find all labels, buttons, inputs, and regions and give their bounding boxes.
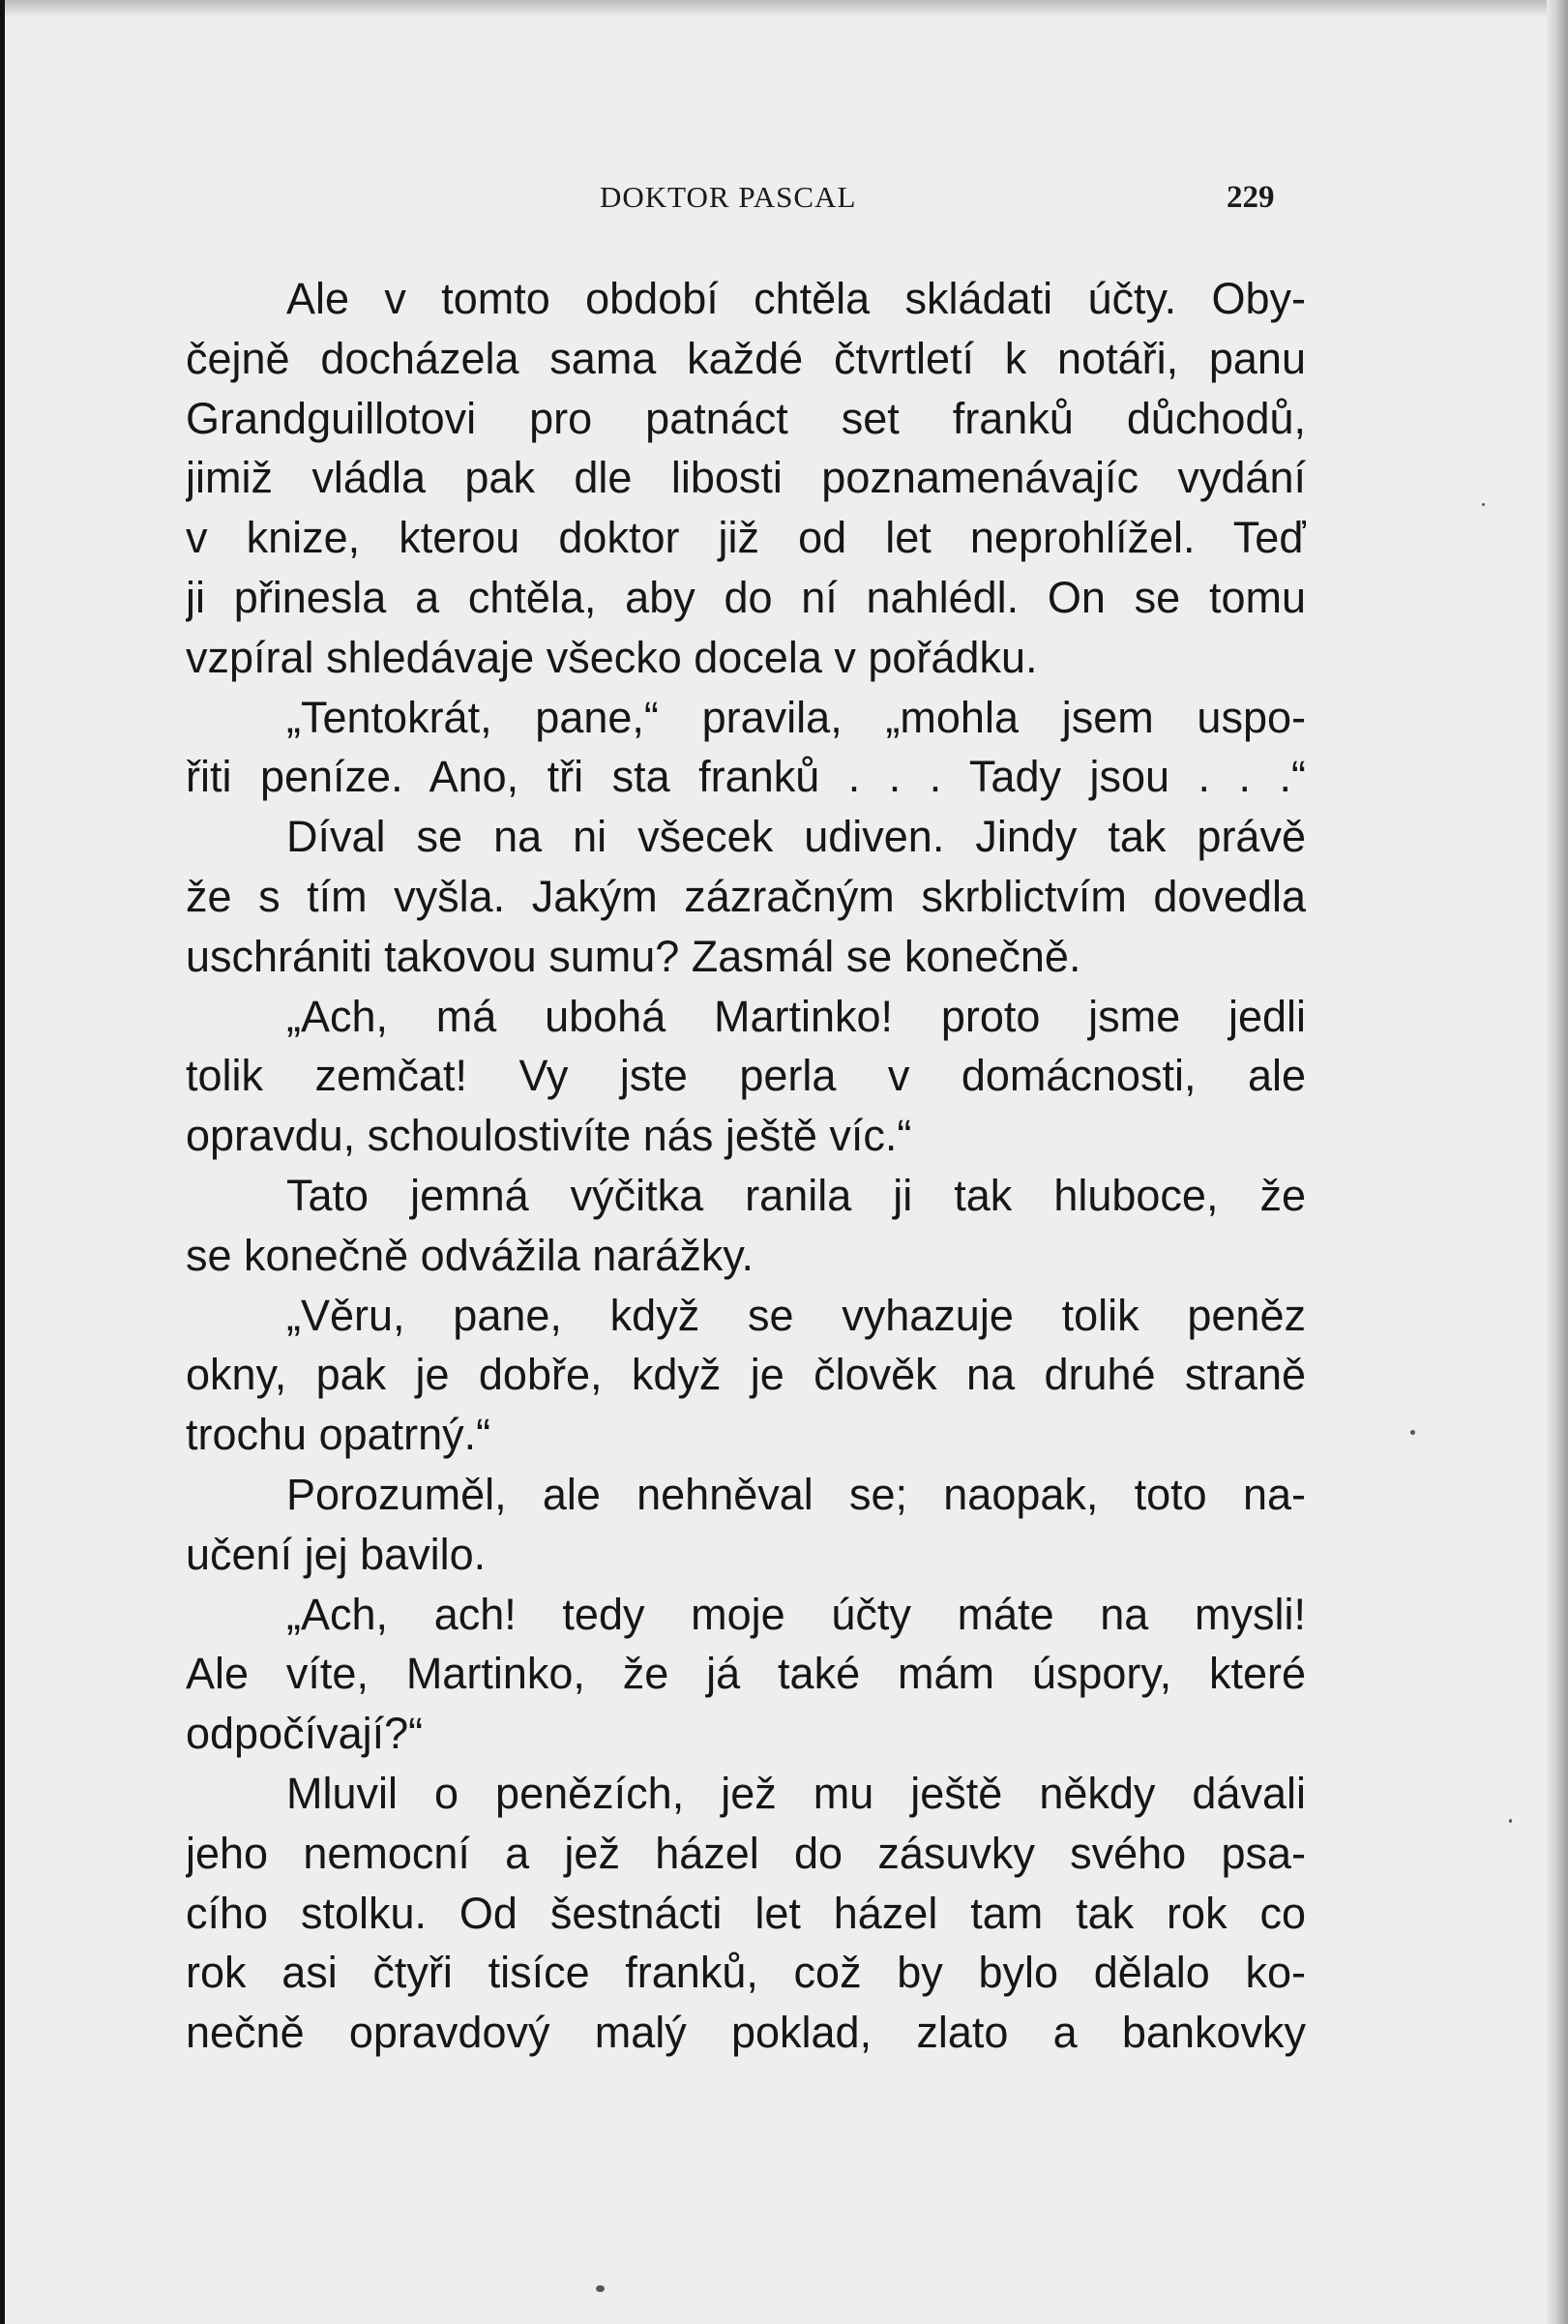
text-line: Ale v tomto období chtěla skládati účty. Oby- — [286, 274, 1306, 323]
running-head — [0, 180, 1568, 219]
text-line: Tato jemná výčitka ranila ji tak hluboce, že — [286, 1170, 1306, 1220]
text-line: jeho nemocní a jež házel do zásuvky svého psa- — [186, 1828, 1306, 1878]
text-line: „Ach, má ubohá Martinko! proto jsme jedli — [286, 991, 1306, 1041]
text-line: opravdu, schoulostivíte nás ještě víc.“ — [186, 1111, 912, 1161]
text-line: ji přinesla a chtěla, aby do ní nahlédl. On se tomu — [186, 572, 1306, 622]
text-line: Ale víte, Martinko, že já také mám úspory, které — [186, 1649, 1306, 1699]
text-line: tolik zemčat! Vy jste perla v domácnosti, ale — [186, 1051, 1306, 1101]
text-line: vzpíral shledávaje všecko docela v pořádku. — [186, 632, 1038, 682]
text-line: rok asi čtyři tisíce franků, což by bylo dělalo ko- — [186, 1948, 1306, 1998]
scan-speck — [1482, 503, 1485, 506]
text-line: nečně opravdový malý poklad, zlato a bankovky — [186, 2008, 1306, 2058]
text-line: Mluvil o penězích, jež mu ještě někdy dávali — [286, 1768, 1306, 1818]
running-head-title: DOKTOR PASCAL — [600, 180, 857, 214]
page-number: 229 — [1227, 180, 1275, 215]
text-line: „Věru, pane, když se vyhazuje tolik peněz — [286, 1290, 1306, 1340]
text-line: okny, pak je dobře, když je člověk na druhé straně — [186, 1350, 1306, 1400]
scan-speck — [1410, 1430, 1415, 1435]
text-line: v knize, kterou doktor již od let neprohlížel. Teď — [186, 513, 1306, 563]
page-top-shadow — [0, 0, 1568, 17]
text-line: „Ach, ach! tedy moje účty máte na mysli! — [286, 1589, 1306, 1639]
text-line: uschrániti takovou sumu? Zasmál se konečně. — [186, 931, 1081, 981]
text-line: učení jej bavilo. — [186, 1529, 487, 1579]
text-line: cího stolku. Od šestnácti let házel tam tak rok co — [186, 1888, 1306, 1938]
text-line: odpočívají?“ — [186, 1709, 424, 1759]
text-line: řiti peníze. Ano, tři sta franků . . . Tady jsou . . .“ — [186, 752, 1306, 802]
binding-edge — [0, 0, 5, 2324]
text-line: „Tentokrát, pane,“ pravila, „mohla jsem uspo- — [286, 692, 1306, 742]
text-line: Porozuměl, ale nehněval se; naopak, toto na- — [286, 1469, 1306, 1519]
scan-speck — [596, 2285, 605, 2292]
text-line: jimiž vládla pak dle libosti poznamenávajíc vydání — [186, 453, 1306, 503]
text-line: Grandguillotovi pro patnáct set franků důchodů, — [186, 393, 1306, 443]
scan-speck — [1509, 1819, 1512, 1823]
text-line: trochu opatrný.“ — [186, 1410, 491, 1460]
text-line: čejně docházela sama každé čtvrtletí k notáři, panu — [186, 333, 1306, 383]
text-line: že s tím vyšla. Jakým zázračným skrblictvím dovedla — [186, 871, 1306, 921]
page-right-edge — [1547, 0, 1568, 2324]
text-line: Díval se na ni všecek udiven. Jindy tak právě — [286, 812, 1306, 862]
body-text — [186, 269, 1306, 2063]
text-line: se konečně odvážila narážky. — [186, 1230, 754, 1280]
